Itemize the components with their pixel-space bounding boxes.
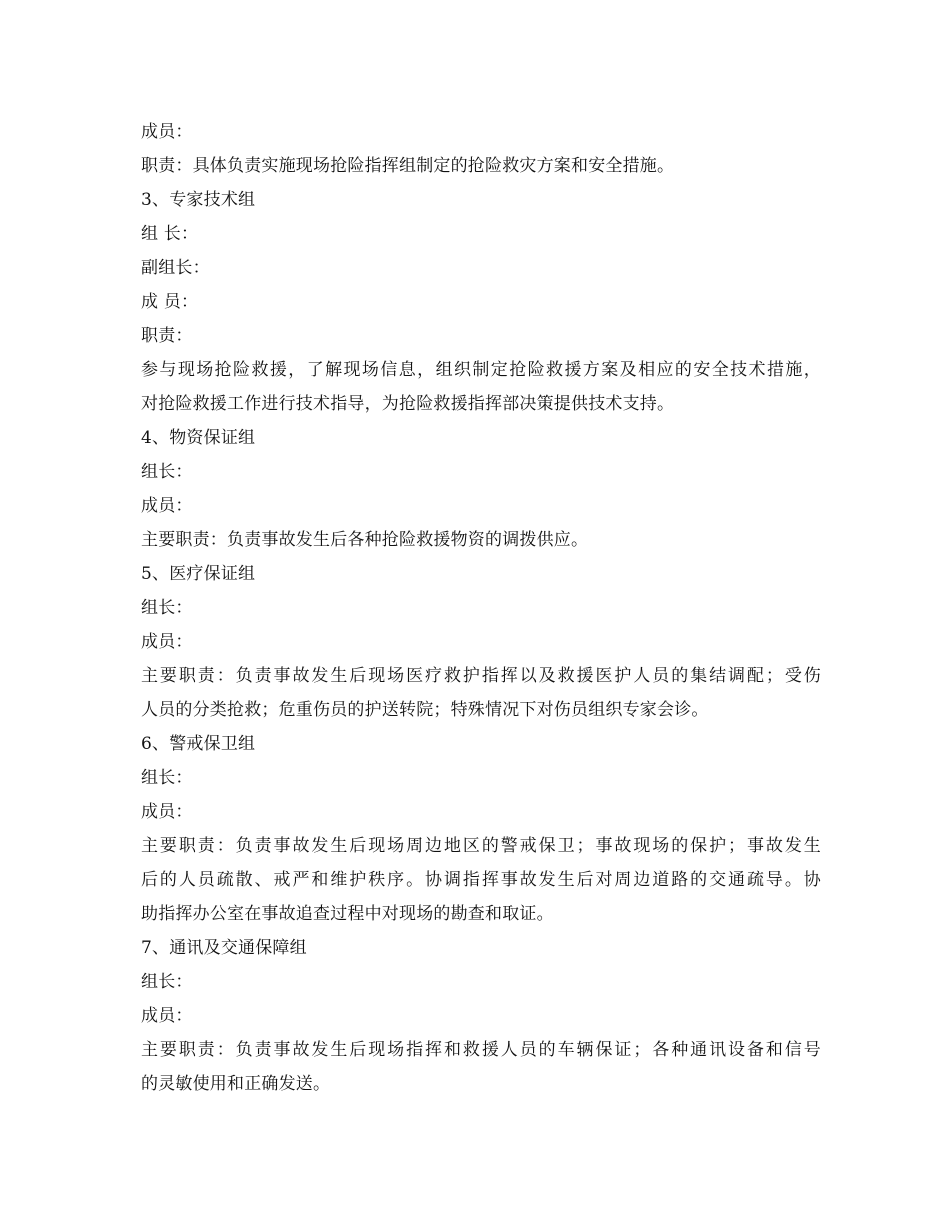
members-label: 成员： (141, 122, 193, 142)
section-heading-supplies-group: 4、物资保证组 (141, 428, 256, 448)
duty-text: 参与现场抢险救援，了解现场信息，组织制定抢险救援方案及相应的安全技术措施， (141, 360, 821, 380)
section-heading-communication-group: 7、通讯及交通保障组 (141, 938, 307, 958)
duty-text: 人员的分类抢救；危重伤员的护送转院；特殊情况下对伤员组织专家会诊。 (141, 700, 709, 720)
duty-text: 后的人员疏散、戒严和维护秩序。协调指挥事故发生后对周边道路的交通疏导。协 (141, 870, 821, 890)
duty-text: 主要职责：负责事故发生后现场指挥和救援人员的车辆保证；各种通讯设备和信号 (141, 1040, 821, 1060)
leader-label: 组长： (141, 972, 193, 992)
duty-label: 职责： (141, 326, 193, 346)
members-label: 成员： (141, 802, 193, 822)
deputy-leader-label: 副组长： (141, 258, 210, 278)
duty-text: 的灵敏使用和正确发送。 (141, 1074, 331, 1094)
leader-label: 组长： (141, 768, 193, 788)
document-body (141, 115, 821, 1101)
duty-text: 职责：具体负责实施现场抢险指挥组制定的抢险救灾方案和安全措施。 (141, 156, 675, 176)
duty-text: 助指挥办公室在事故追查过程中对现场的勘查和取证。 (141, 904, 554, 924)
section-heading-expert-group: 3、专家技术组 (141, 190, 256, 210)
leader-label: 组 长： (141, 224, 199, 244)
duty-text: 对抢险救援工作进行技术指导，为抢险救援指挥部决策提供技术支持。 (141, 394, 675, 414)
members-label: 成 员： (141, 292, 199, 312)
duty-text: 主要职责：负责事故发生后各种抢险救援物资的调拨供应。 (141, 530, 589, 550)
members-label: 成员： (141, 632, 193, 652)
duty-text: 主要职责：负责事故发生后现场周边地区的警戒保卫；事故现场的保护；事故发生 (141, 836, 821, 856)
leader-label: 组长： (141, 462, 193, 482)
duty-text: 主要职责：负责事故发生后现场医疗救护指挥以及救援医护人员的集结调配；受伤 (141, 666, 821, 686)
members-label: 成员： (141, 1006, 193, 1026)
section-heading-security-group: 6、警戒保卫组 (141, 734, 256, 754)
section-heading-medical-group: 5、医疗保证组 (141, 564, 256, 584)
members-label: 成员： (141, 496, 193, 516)
leader-label: 组长： (141, 598, 193, 618)
